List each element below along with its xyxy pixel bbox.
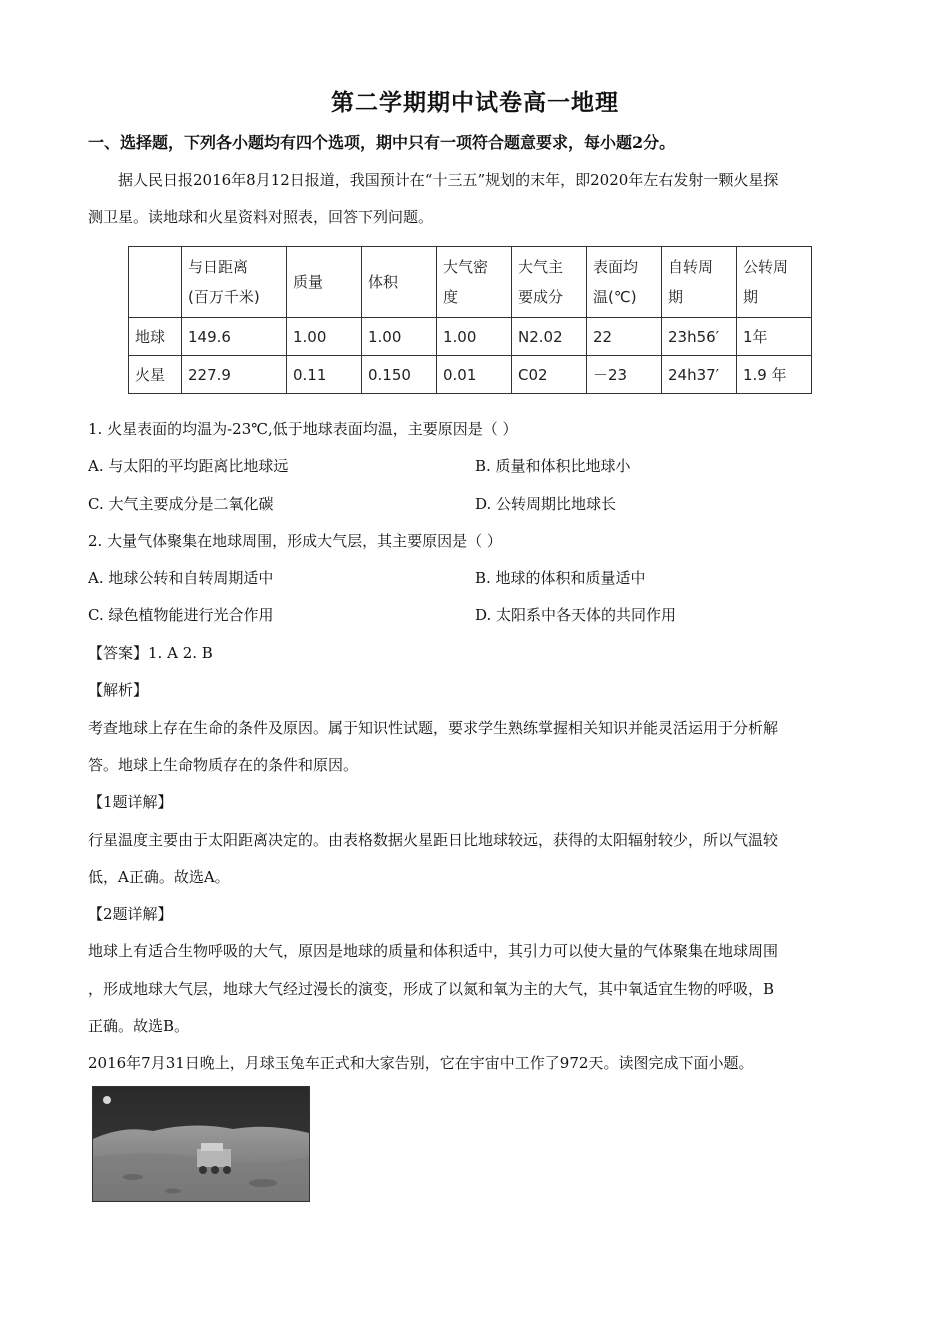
header-text: 公转周 <box>743 258 789 276</box>
header-text: 温(℃) <box>593 288 637 306</box>
table-header-cell <box>512 247 587 318</box>
detail-2-line-3: 正确。故选B。 <box>88 1017 190 1035</box>
header-text: 与日距离 <box>188 258 249 276</box>
analysis-line-1: 考查地球上存在生命的条件及原因。属于知识性试题，要求学生熟练掌握相关知识并能灵活运用于分析解 <box>88 719 779 737</box>
header-text: 表面均 <box>593 258 639 276</box>
table-cell: 1年 <box>737 318 812 356</box>
header-text: 自转周 <box>668 258 714 276</box>
question-1-stem: 1. 火星表面的均温为-23℃,低于地球表面均温，主要原因是（ ） <box>88 420 518 438</box>
table-cell: 地球 <box>129 318 182 356</box>
table-header-cell <box>287 247 362 318</box>
table-row <box>129 356 812 394</box>
question-2-option-d: D. 太阳系中各天体的共同作用 <box>475 606 677 624</box>
section-heading: 一、选择题，下列各小题均有四个选项，期中只有一项符合题意要求，每小题2分。 <box>88 133 676 152</box>
intro-2: 2016年7月31日晚上，月球玉兔车正式和大家告别，它在宇宙中工作了972天。读图完成下面小题。 <box>88 1054 754 1072</box>
detail-2-line-1: 地球上有适合生物呼吸的大气，原因是地球的质量和体积适中，其引力可以使大量的气体聚集在地球周围 <box>88 942 779 960</box>
question-1-option-b: B. 质量和体积比地球小 <box>475 457 631 475</box>
table-header-row <box>129 247 812 318</box>
table-row <box>129 318 812 356</box>
table-header-cell <box>737 247 812 318</box>
header-text: 期 <box>668 288 684 306</box>
table-cell: 1.00 <box>362 318 437 356</box>
header-text: 大气密 <box>443 258 489 276</box>
table-cell: 0.150 <box>362 356 437 394</box>
table-cell: 1.00 <box>437 318 512 356</box>
table-cell: 149.6 <box>182 318 287 356</box>
table-cell: －23 <box>587 356 662 394</box>
earth-in-sky <box>103 1096 111 1104</box>
table-header-cell <box>362 247 437 318</box>
table-cell: 24h37′ <box>662 356 737 394</box>
header-text: 大气主 <box>518 258 564 276</box>
header-text: 质量 <box>293 273 324 291</box>
intro-line-1: 据人民日报2016年8月12日报道，我国预计在“十三五”规划的末年，即2020年左右发射一颗火星探 <box>118 171 779 189</box>
intro-line-2: 测卫星。读地球和火星资料对照表，回答下列问题。 <box>88 208 434 226</box>
table-cell: 22 <box>587 318 662 356</box>
table-cell: N2.02 <box>512 318 587 356</box>
table-header-cell <box>587 247 662 318</box>
detail-2-line-2: ，形成地球大气层，地球大气经过漫长的演变，形成了以氮和氧为主的大气，其中氧适宜生物的呼吸，B <box>88 980 775 998</box>
page-title: 第二学期期中试卷高一地理 <box>331 89 619 116</box>
lunar-rover-photo <box>92 1086 310 1202</box>
table-header-cell <box>662 247 737 318</box>
question-2-option-c: C. 绿色植物能进行光合作用 <box>88 606 274 624</box>
lunar-rover-image <box>93 1087 309 1201</box>
table-header-cell <box>182 247 287 318</box>
header-text: 要成分 <box>518 288 564 306</box>
detail-1-line-1: 行星温度主要由于太阳距离决定的。由表格数据火星距日比地球较远，获得的太阳辐射较少，所以气温较 <box>88 831 779 849</box>
detail-1-line-2: 低，A正确。故选A。 <box>88 868 230 886</box>
header-text: 期 <box>743 288 759 306</box>
answer-label: 【答案】 <box>88 644 149 662</box>
table-cell: C02 <box>512 356 587 394</box>
question-1-option-d: D. 公转周期比地球长 <box>475 495 617 513</box>
table-cell: 1.9 年 <box>737 356 812 394</box>
answer-text: 1. A 2. B <box>148 644 213 662</box>
table-cell: 0.01 <box>437 356 512 394</box>
question-1-option-a: A. 与太阳的平均距离比地球远 <box>88 457 289 475</box>
detail-1-label: 【1题详解】 <box>88 793 173 811</box>
answer-line <box>88 643 213 663</box>
table-cell: 火星 <box>129 356 182 394</box>
table-header-cell <box>129 247 182 318</box>
question-2-option-a: A. 地球公转和自转周期适中 <box>88 569 274 587</box>
table-cell: 1.00 <box>287 318 362 356</box>
table-cell: 23h56′ <box>662 318 737 356</box>
earth-mars-table <box>128 246 812 394</box>
header-text: (百万千米) <box>188 288 260 306</box>
table-cell: 0.11 <box>287 356 362 394</box>
table-header-cell <box>437 247 512 318</box>
detail-2-label: 【2题详解】 <box>88 905 173 923</box>
table-cell: 227.9 <box>182 356 287 394</box>
question-2-option-b: B. 地球的体积和质量适中 <box>475 569 646 587</box>
question-2-stem: 2. 大量气体聚集在地球周围，形成大气层，其主要原因是（ ） <box>88 532 502 550</box>
analysis-line-2: 答。地球上生命物质存在的条件和原因。 <box>88 756 359 774</box>
header-text: 度 <box>443 288 459 306</box>
question-1-option-c: C. 大气主要成分是二氧化碳 <box>88 495 274 513</box>
header-text: 体积 <box>368 273 399 291</box>
analysis-label: 【解析】 <box>88 681 149 699</box>
